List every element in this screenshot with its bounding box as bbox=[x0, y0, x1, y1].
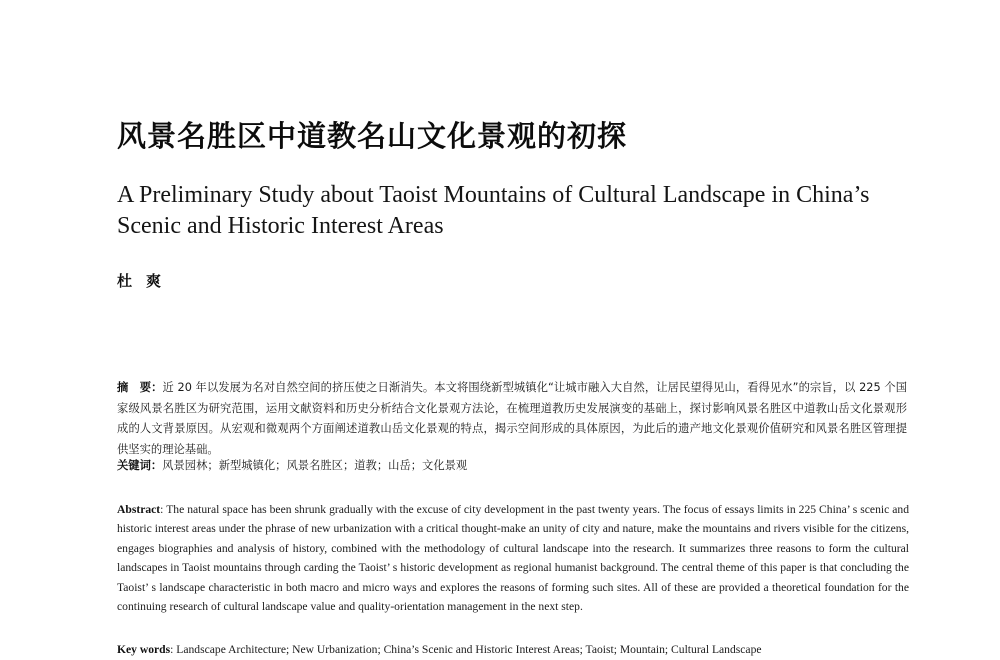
keywords-chinese-text: 风景园林；新型城镇化；风景名胜区；道教；山岳；文化景观 bbox=[162, 459, 468, 472]
title-english: A Preliminary Study about Taoist Mountains of Cultural Landscape in China’s Scenic and Historic Interest Areas bbox=[117, 182, 870, 239]
abstract-english-separator: : bbox=[160, 503, 167, 516]
author-name bbox=[117, 270, 163, 291]
keywords-english-text: Landscape Architecture; New Urbanization; China’s Scenic and Historic Interest Areas; Taoist; Mountain; Cultural Landscape bbox=[176, 643, 762, 656]
keywords-english bbox=[117, 640, 909, 659]
abstract-english-text: The natural space has been shrunk gradually with the excuse of city development in the past twenty years. The focus of essays limits in 225 China’ s scenic and historic interest areas under the phrase of new urbanization with a critical thought-make an unity of city and nature, make the mountains and rivers visible for the citizens, engages biographies and analysis of history, combined with the methodology of cultural landscape into the research. It summarizes three reasons to form the cultural landscapes in Taoist mountains through carding the Taoist’ s historic development as regional humanist background. The central theme of this paper is that concluding the Taoist’ s landscape characteristic in both macro and micro ways and explores the reasons of forming such sites. All of these are provided a theoretical foundation for the continuing research of cultural landscape value and quality-orientation management in the next step. bbox=[117, 503, 909, 614]
keywords-english-label: Key words bbox=[117, 643, 171, 656]
abstract-english-label: Abstract bbox=[117, 503, 161, 516]
abstract-english bbox=[117, 500, 909, 616]
keywords-english-separator: : bbox=[170, 643, 177, 656]
keywords-chinese bbox=[117, 457, 907, 475]
keywords-chinese-label: 关键词： bbox=[117, 459, 163, 472]
author-surname: 杜 bbox=[117, 272, 135, 290]
abstract-chinese bbox=[117, 378, 907, 460]
title-chinese: 风景名胜区中道教名山文化景观的初探 bbox=[117, 119, 628, 153]
abstract-chinese-text: 近 20 年以发展为名对自然空间的挤压使之日渐消失。本文将围绕新型城镇化“让城市融入大自然，让居民望得见山，看得见水”的宗旨，以 225 个国家级风景名胜区为研究范围，运用文献资料和历史分析结合文化景观方法论，在梳理道教历史发展演变的基础上，探讨影响风景名胜区中道教山岳文化景观形成的人文背景原因。从宏观和微观两个方面阐述道教山岳文化景观的特点，揭示空间形成的具体原因，为此后的遗产地文化景观价值研究和风景名胜区管理提供坚实的理论基础。 bbox=[117, 381, 907, 456]
author-given-name: 爽 bbox=[146, 272, 164, 290]
abstract-chinese-label: 摘 要： bbox=[117, 381, 163, 394]
